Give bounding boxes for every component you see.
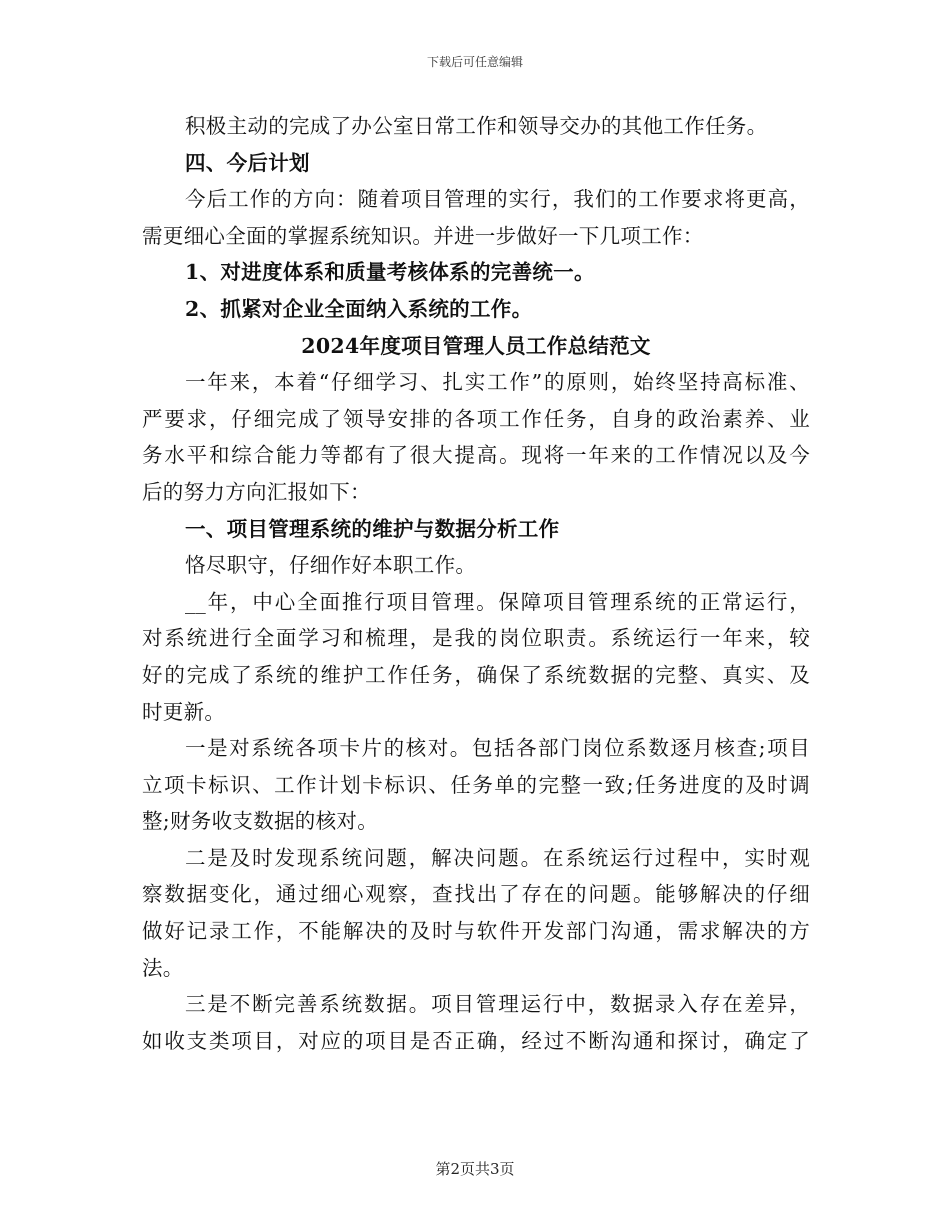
body-text-line: 今后工作的方向：随着项目管理的实行，我们的工作要求将更高， <box>185 187 810 212</box>
section-heading: 2、抓紧对企业全面纳入系统的工作。 <box>185 296 533 321</box>
body-text-line: __年，中心全面推行项目管理。保障项目管理系统的正常运行， <box>185 589 810 614</box>
document-body <box>142 108 810 1059</box>
section-title: 2024年度项目管理人员工作总结范文 <box>301 333 651 358</box>
body-text-line: 二是及时发现系统问题，解决问题。在系统运行过程中，实时观 <box>185 845 810 870</box>
body-text-line: 后的努力方向汇报如下： <box>142 479 371 504</box>
body-text-line: 严要求，仔细完成了领导安排的各项工作任务，自身的政治素养、业 <box>142 406 810 431</box>
body-text-line: 立项卡标识、工作计划卡标识、任务单的完整一致;任务进度的及时调 <box>142 772 810 797</box>
section-heading: 1、对进度体系和质量考核体系的完善统一。 <box>185 260 595 285</box>
body-text-line: 做好记录工作，不能解决的及时与软件开发部门沟通，需求解决的方 <box>142 919 810 944</box>
body-text-line: 对系统进行全面学习和梳理，是我的岗位职责。系统运行一年来，较 <box>142 626 810 651</box>
body-text-line: 整;财务收支数据的核对。 <box>142 809 379 834</box>
page-footer: 第2页共3页 <box>435 1160 515 1178</box>
body-text-line: 三是不断完善系统数据。项目管理运行中，数据录入存在差异， <box>185 992 810 1017</box>
body-text-line: 务水平和综合能力等都有了很大提高。现将一年来的工作情况以及今 <box>142 443 810 468</box>
section-heading: 一、项目管理系统的维护与数据分析工作 <box>185 516 560 541</box>
page-header: 下载后可任意编辑 <box>426 55 523 69</box>
body-text-line: 恪尽职守，仔细作好本职工作。 <box>185 553 477 578</box>
body-text-line: 好的完成了系统的维护工作任务，确保了系统数据的完整、真实、及 <box>142 662 810 687</box>
body-text-line: 一年来，本着“仔细学习、扎实工作”的原则，始终坚持高标准、 <box>185 370 810 395</box>
body-text-line: 时更新。 <box>142 699 226 724</box>
body-text-line: 法。 <box>142 955 184 980</box>
body-text-line: 需更细心全面的掌握系统知识。并进一步做好一下几项工作： <box>142 223 704 248</box>
section-heading: 四、今后计划 <box>185 150 310 175</box>
body-text-line: 察数据变化，通过细心观察，查找出了存在的问题。能够解决的仔细 <box>142 882 810 907</box>
body-text-line: 积极主动的完成了办公室日常工作和领导交办的其他工作任务。 <box>185 114 768 138</box>
body-text-line: 如收支类项目，对应的项目是否正确，经过不断沟通和探讨，确定了 <box>142 1028 810 1053</box>
body-text-line: 一是对系统各项卡片的核对。包括各部门岗位系数逐月核查;项目 <box>185 736 810 761</box>
